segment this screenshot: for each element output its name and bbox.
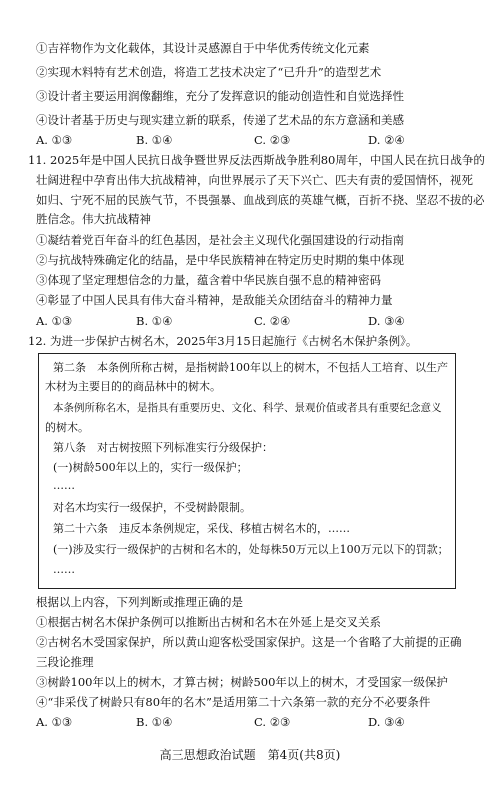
q12-statement-4: ④“非采伐了树龄只有80年的名木”是适用第二十六条第一款的充分不必要条件 (36, 695, 431, 709)
q12-options (36, 714, 436, 730)
q12-option-c[interactable]: C. ②③ (254, 715, 291, 729)
q11-statement-2: ②与抗战特殊确定化的结晶，是中华民族精神在特定历史时期的集中体现 (36, 253, 404, 267)
q10-options (36, 132, 436, 148)
q10-statement-1: ①吉祥物作为文化载体，其设计灵感源自于中华优秀传统文化元素 (36, 41, 370, 55)
q10-option-c[interactable]: C. ②③ (254, 133, 291, 147)
box-line-5: 第八条 对古树按照下列标准实行分级保护： (53, 441, 273, 454)
q12-option-d[interactable]: D. ③④ (368, 715, 405, 729)
box-line-6: (一)树龄500年以上的，实行一级保护； (53, 461, 248, 474)
q11-stem-line-3: 如归、宁死不屈的民族气节，不畏强暴、血战到底的英雄气概，百折不挠、坚忍不拔的必 (36, 193, 485, 207)
box-line-4: 的树木。 (45, 421, 89, 434)
box-line-8: 对名木均实行一级保护，不受树龄限制。 (53, 501, 251, 514)
q12-statement-2b: 三段论推理 (36, 655, 94, 669)
box-line-9: 第二十六条 违反本条例规定，采伐、移植古树名木的，…… (53, 522, 350, 535)
page-footer: 高三思想政治试题 第4页(共8页) (159, 748, 341, 762)
regulation-excerpt-box (38, 353, 456, 589)
box-line-10: (一)涉及实行一级保护的古树和名木的，处每株50万元以上100万元以下的罚款； (53, 543, 449, 556)
q11-option-d[interactable]: D. ③④ (368, 314, 405, 328)
q11-stem-line-1: 11. 2025年是中国人民抗日战争暨世界反法西斯战争胜利80周年，中国人民在抗日战争的 (28, 153, 485, 167)
q11-option-c[interactable]: C. ②④ (254, 314, 291, 328)
q12-option-b[interactable]: B. ①④ (136, 715, 173, 729)
box-line-2: 木材为主要目的的商品林中的树木。 (45, 380, 221, 393)
q11-statement-3: ③体现了坚定理想信念的力量，蕴含着中华民族自强不息的精神密码 (36, 273, 381, 287)
q10-option-d[interactable]: D. ②④ (368, 133, 405, 147)
q10-statement-3: ③设计者主要运用润像翻维，充分了发挥意识的能动创造性和自觉选择性 (36, 89, 404, 103)
box-line-11: …… (53, 563, 75, 576)
q12-intro: 12. 为进一步保护古树名木，2025年3月15日起施行《古树名木保护条例》。 (28, 334, 418, 348)
q10-statement-4: ④设计者基于历史与现实建立新的联系，传递了艺术品的东方意涵和美感 (36, 113, 404, 127)
q11-stem-line-4: 胜信念。伟大抗战精神 (36, 212, 151, 226)
q11-option-a[interactable]: A. ①③ (36, 314, 73, 328)
q11-statement-4: ④彰显了中国人民具有伟大奋斗精神，是敌能关众团结奋斗的精神力量 (36, 293, 393, 307)
q12-stem: 根据以上内容，下列判断或推理正确的是 (36, 595, 243, 609)
box-line-7: …… (53, 479, 75, 492)
q12-statement-3: ③树龄100年以上的树木，才算古树；树龄500年以上的树木，才受国家一级保护 (36, 675, 448, 689)
q11-stem-line-2: 壮阔进程中孕育出伟大抗战精神，向世界展示了天下兴亡、匹夫有责的爱国情怀，视死 (36, 173, 473, 187)
q10-option-a[interactable]: A. ①③ (36, 133, 73, 147)
box-line-3: 本条例所称名木，是指具有重要历史、文化、科学、景观价值或者具有重要纪念意义 (53, 402, 442, 414)
q12-statement-2a: ②古树名木受国家保护，所以黄山迎客松受国家保护。这是一个省略了大前提的正确 (36, 635, 462, 649)
q12-statement-1: ①根据古树名木保护条例可以推断出古树和名木在外延上是交叉关系 (36, 615, 381, 629)
q10-statement-2: ②实现木料特有艺术创造，将造工艺技术决定了“已升升”的造型艺术 (36, 65, 382, 79)
q12-option-a[interactable]: A. ①③ (36, 715, 73, 729)
box-line-1: 第二条 本条例所称古树，是指树龄100年以上的树木，不包括人工培育、以生产 (53, 361, 448, 374)
q11-option-b[interactable]: B. ①④ (136, 314, 173, 328)
q11-statement-1: ①凝结着党百年奋斗的红色基因，是社会主义现代化强国建设的行动指南 (36, 233, 404, 247)
q10-option-b[interactable]: B. ①④ (136, 133, 173, 147)
q11-options (36, 313, 436, 329)
